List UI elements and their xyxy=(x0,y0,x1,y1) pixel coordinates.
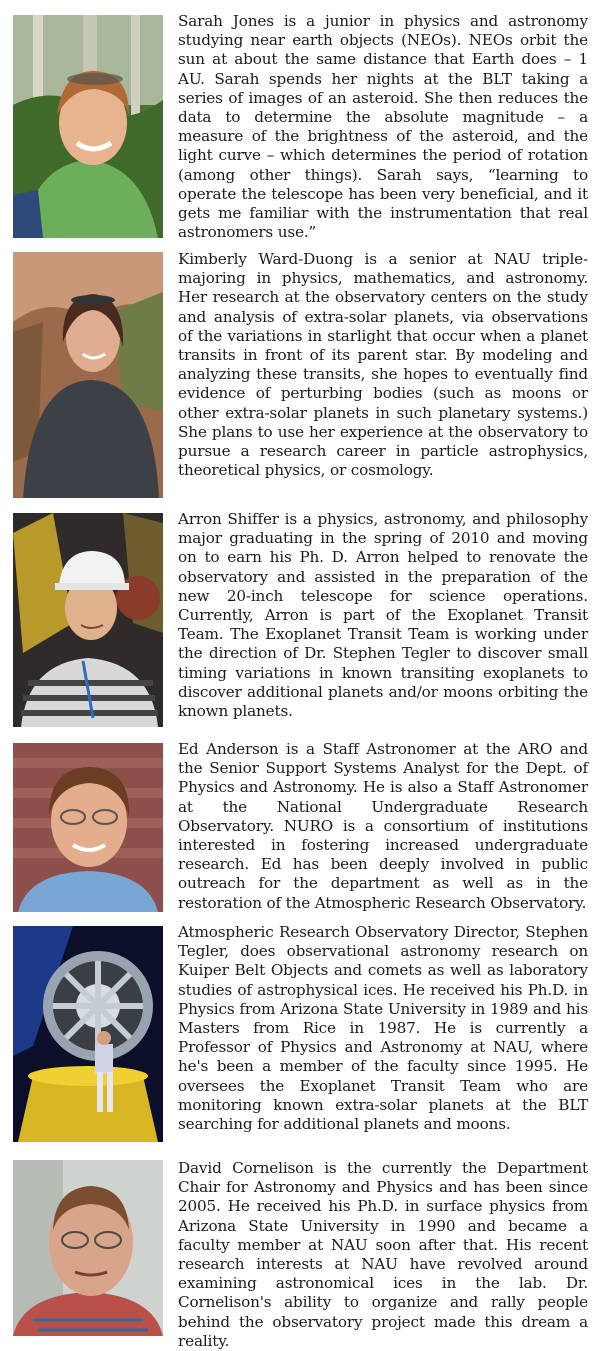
profile-entry-sarah-jones xyxy=(0,0,600,245)
profile-entry-stephen-tegler xyxy=(0,920,600,1150)
photo-stephen-tegler xyxy=(13,926,163,1142)
photo-kimberly-ward-duong xyxy=(13,252,163,498)
photo-ed-anderson xyxy=(13,743,163,912)
photo-sarah-jones xyxy=(13,15,163,238)
bio-stephen-tegler: Atmospheric Research Observatory Director, Stephen Tegler, does observational astronomy research on Kuiper Belt Objects and comets as well as laboratory studies of astrophysical ices. He received his Ph.D. in Physics from Arizona State University in 1989 and his Masters from Rice in 1987. He is currently a Professor of Physics and Astronomy at NAU, where he's been a member of the faculty since 1995. He oversees the Exoplanet Transit Team who are monitoring known extra-solar planets at the BLT searching for additional planets and moons. xyxy=(178,923,588,1134)
photo-arron-shiffer xyxy=(13,513,163,727)
bio-kimberly-ward-duong: Kimberly Ward-Duong is a senior at NAU triple-majoring in physics, mathematics, and astronomy. Her research at the observatory centers on the study and analysis of extra-solar planets, via observations of the variations in starlight that occur when a planet transits in front of its parent star. By modeling and analyzing these transits, she hopes to eventually find evidence of perturbing bodies (such as moons or other extra-solar planets in such planetary systems.) She plans to use her experience at the observatory to pursue a research career in particle astrophysics, theoretical physics, or cosmology. xyxy=(178,250,588,480)
profile-entry-arron-shiffer xyxy=(0,507,600,737)
bio-ed-anderson: Ed Anderson is a Staff Astronomer at the ARO and the Senior Support Systems Analyst for the Dept. of Physics and Astronomy. He is also a Staff Astronomer at the National Undergraduate Research Observatory. NURO is a consortium of institutions interested in fostering increased undergraduate research. Ed has been deeply involved in public outreach for the department as well as in the restoration of the Atmospheric Research Observatory. xyxy=(178,740,588,912)
photo-david-cornelison xyxy=(13,1160,163,1336)
profile-entry-kimberly-ward-duong xyxy=(0,245,600,507)
bio-david-cornelison: David Cornelison is the currently the Department Chair for Astronomy and Physics and has been since 2005. He received his Ph.D. in surface physics from Arizona State University in 1990 and became a faculty member at NAU soon after that. His recent research interests at NAU have revolved around examining astronomical ices in the lab. Dr. Cornelison's ability to organize and rally people behind the observatory project made this dream a reality. xyxy=(178,1159,588,1350)
profile-entry-david-cornelison xyxy=(0,1150,600,1350)
profile-entry-ed-anderson xyxy=(0,737,600,920)
bio-arron-shiffer: Arron Shiffer is a physics, astronomy, and philosophy major graduating in the spring of 2010 and moving on to earn his Ph. D. Arron helped to renovate the observatory and assisted in the preparation of the new 20-inch telescope for science operations. Currently, Arron is part of the Exoplanet Transit Team. The Exoplanet Transit Team is working under the direction of Dr. Stephen Tegler to discover small timing variations in known transiting exoplanets to discover additional planets and/or moons orbiting the known planets. xyxy=(178,510,588,721)
bio-sarah-jones: Sarah Jones is a junior in physics and astronomy studying near earth objects (NEOs). NEOs orbit the sun at about the same distance that Earth does – 1 AU. Sarah spends her nights at the BLT taking a series of images of an asteroid. She then reduces the data to determine the absolute magnitude – a measure of the brightness of the asteroid, and the light curve – which determines the period of rotation (among other things). Sarah says, “learning to operate the telescope has been very beneficial, and it gets me familiar with the instrumentation that real astronomers use.” xyxy=(178,12,588,242)
